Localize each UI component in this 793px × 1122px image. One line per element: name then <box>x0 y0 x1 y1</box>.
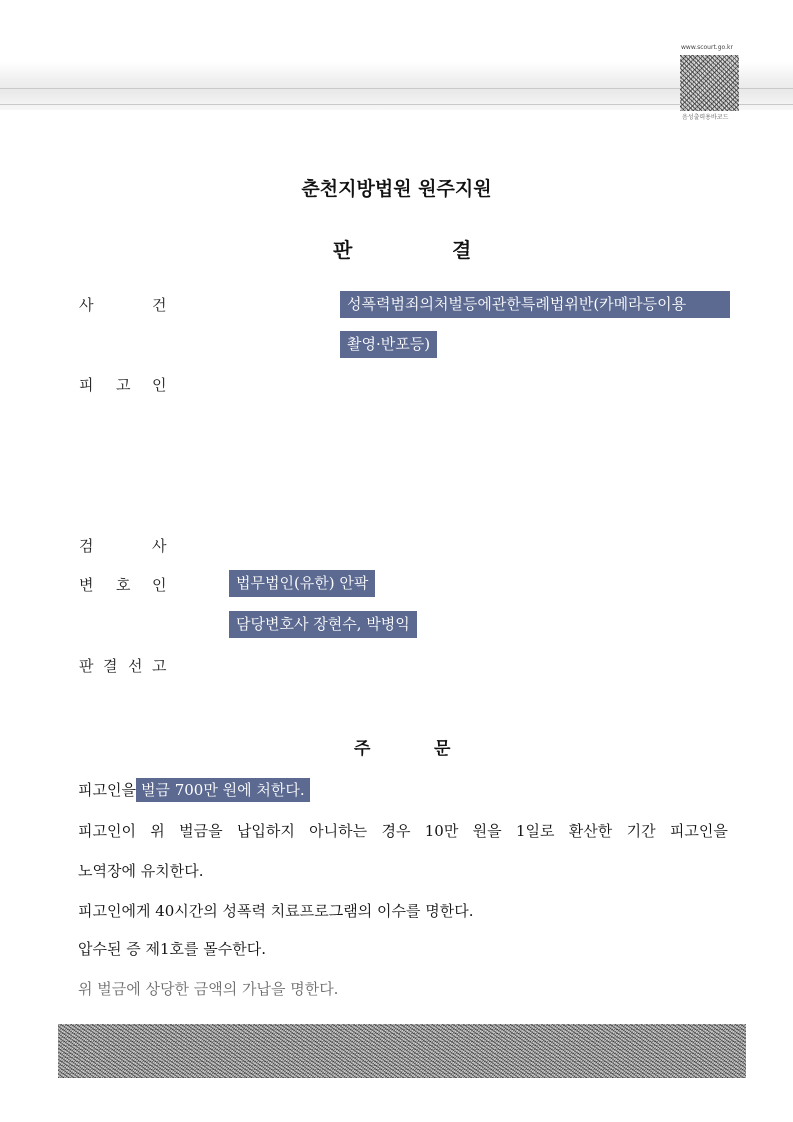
redacted-footer <box>58 1024 746 1078</box>
site-url: www.scourt.go.kr <box>681 44 733 51</box>
fine-amount-highlight: 벌금 700만 원에 처한다. <box>136 778 310 802</box>
order-word: 납입하지 <box>236 822 295 840</box>
case-label: 건 <box>152 296 168 314</box>
header-rule <box>0 88 793 89</box>
header-band <box>0 62 793 110</box>
counsel-firm: 법무법인(유한) 안팍 <box>229 570 375 597</box>
order-line-3: 노역장에 유치한다. <box>78 862 204 880</box>
case-name-line1: 성폭력범죄의처벌등에관한특례법위반(카메라등이용 <box>340 291 730 318</box>
order-line-2 <box>78 820 728 841</box>
defendant-label: 고 <box>116 376 132 394</box>
order-word: 피고인을 <box>669 822 728 840</box>
qr-caption: 음성출력용바코드 <box>682 114 729 121</box>
sentence-date-label: 결 <box>103 657 119 675</box>
defendant-label: 인 <box>152 376 168 394</box>
counsel-label: 인 <box>152 576 168 594</box>
prosecutor-label: 검 <box>79 537 95 555</box>
doc-title-char: 판 <box>333 238 353 262</box>
order-word: 원을 <box>472 822 502 840</box>
sentence-date-label: 고 <box>152 657 168 675</box>
order-word: 10만 <box>424 822 459 840</box>
sentence-date-label: 판 <box>79 657 95 675</box>
doc-title-char: 결 <box>452 238 472 262</box>
order-word: 피고인이 <box>78 822 136 840</box>
counsel-label: 변 <box>79 576 95 594</box>
order-word: 1일로 <box>515 822 555 840</box>
header-rule <box>0 104 793 105</box>
order-word: 벌금을 <box>179 822 223 840</box>
order-title-char: 문 <box>434 739 451 759</box>
order-line-1-prefix: 피고인을 <box>78 781 136 799</box>
order-title-char: 주 <box>354 739 371 759</box>
qr-code <box>680 55 739 111</box>
order-word: 경우 <box>381 822 411 840</box>
order-line-5: 압수된 증 제1호를 몰수한다. <box>78 940 267 958</box>
counsel-attorneys: 담당변호사 장현수, 박병익 <box>229 611 417 638</box>
counsel-label: 호 <box>116 576 132 594</box>
order-word: 기간 <box>626 822 656 840</box>
order-line-1 <box>78 779 310 800</box>
order-line-6: 위 벌금에 상당한 금액의 가납을 명한다. <box>78 980 339 998</box>
order-word: 아니하는 <box>309 822 368 840</box>
prosecutor-label: 사 <box>152 537 168 555</box>
case-name-line2: 촬영·반포등) <box>340 331 437 358</box>
order-word: 환산한 <box>568 822 613 840</box>
case-label: 사 <box>79 296 95 314</box>
defendant-label: 피 <box>79 376 95 394</box>
court-name: 춘천지방법원 원주지원 <box>301 178 492 200</box>
sentence-date-label: 선 <box>128 657 144 675</box>
order-word: 위 <box>150 822 165 840</box>
order-line-4: 피고인에게 40시간의 성폭력 치료프로그램의 이수를 명한다. <box>78 902 474 920</box>
